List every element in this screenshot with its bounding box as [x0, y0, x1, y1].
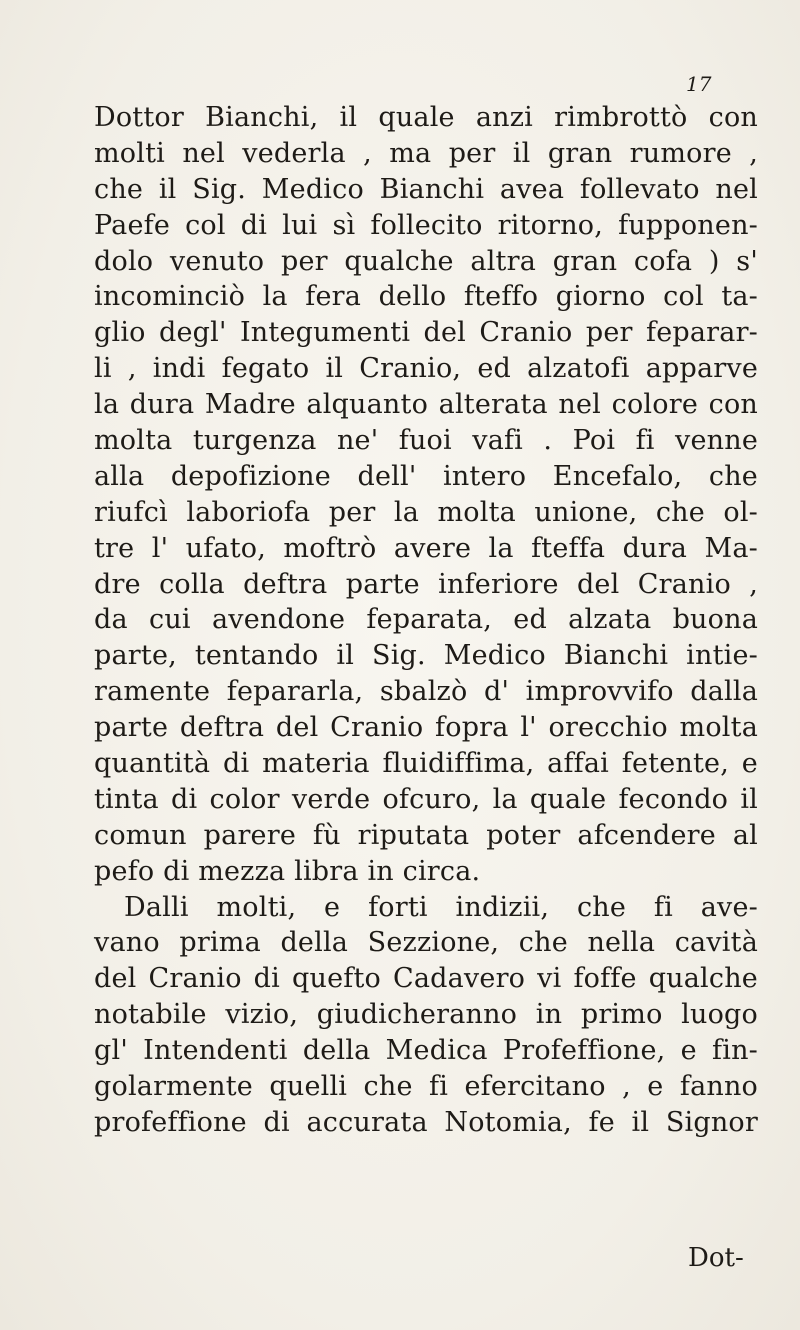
page-number: 17: [686, 72, 712, 96]
text-line: tre l' ufato, moftrò avere la fteffa dura Ma-: [94, 532, 758, 564]
text-line: gl' Intendenti della Medica Profeffione, e fin-: [94, 1035, 758, 1067]
text-line: ramente fepararla, sbalzò d' improvvifo dalla: [94, 676, 758, 708]
text-line: Dalli molti, e forti indizii, che fi ave-: [124, 891, 758, 923]
text-line: li , indi fegato il Cranio, ed alzatofi apparve: [94, 353, 758, 385]
text-line: comun parere fù riputata poter afcendere al: [94, 819, 758, 851]
text-line: profeffione di accurata Notomia, fe il Signor: [94, 1106, 758, 1138]
text-line: del Cranio di quefto Cadavero vi foffe qualche: [94, 963, 758, 995]
text-line: vano prima della Sezzione, che nella cavità: [94, 927, 758, 959]
text-line: incominciò la fera dello fteffo giorno col ta-: [94, 281, 758, 313]
text-line: che il Sig. Medico Bianchi avea follevato nel: [94, 173, 758, 205]
text-line: golarmente quelli che fi efercitano , e fanno: [94, 1071, 758, 1103]
text-line: Paefe col di lui sì follecito ritorno, fupponen-: [94, 209, 758, 241]
text-line: da cui avendone feparata, ed alzata buona: [94, 604, 758, 636]
text-line: alla depofizione dell' intero Encefalo, che: [94, 460, 758, 492]
body-text: [94, 100, 758, 1141]
text-line: parte deftra del Cranio fopra l' orecchio molta: [94, 712, 758, 744]
text-line: molti nel vederla , ma per il gran rumore ,: [94, 137, 758, 169]
text-line: pefo di mezza libra in circa.: [94, 855, 481, 887]
text-line: parte, tentando il Sig. Medico Bianchi intie-: [94, 640, 758, 672]
text-line: tinta di color verde ofcuro, la quale fecondo il: [94, 783, 758, 815]
text-line: Dottor Bianchi, il quale anzi rimbrottò con: [94, 102, 758, 133]
catchword: Dot-: [688, 1243, 744, 1273]
text-line: la dura Madre alquanto alterata nel colore con: [94, 389, 758, 421]
text-line: riufcì laboriofa per la molta unione, che ol-: [94, 496, 758, 528]
text-line: dre colla deftra parte inferiore del Cranio ,: [94, 568, 758, 600]
text-line: glio degl' Integumenti del Cranio per feparar-: [94, 317, 758, 349]
text-line: dolo venuto per qualche altra gran cofa ) s': [94, 245, 758, 277]
text-line: notabile vizio, giudicheranno in primo luogo: [94, 999, 758, 1031]
text-line: molta turgenza ne' fuoi vafi . Poi fi venne: [94, 425, 758, 457]
text-line: quantità di materia fluidiffima, affai fetente, e: [94, 748, 758, 780]
